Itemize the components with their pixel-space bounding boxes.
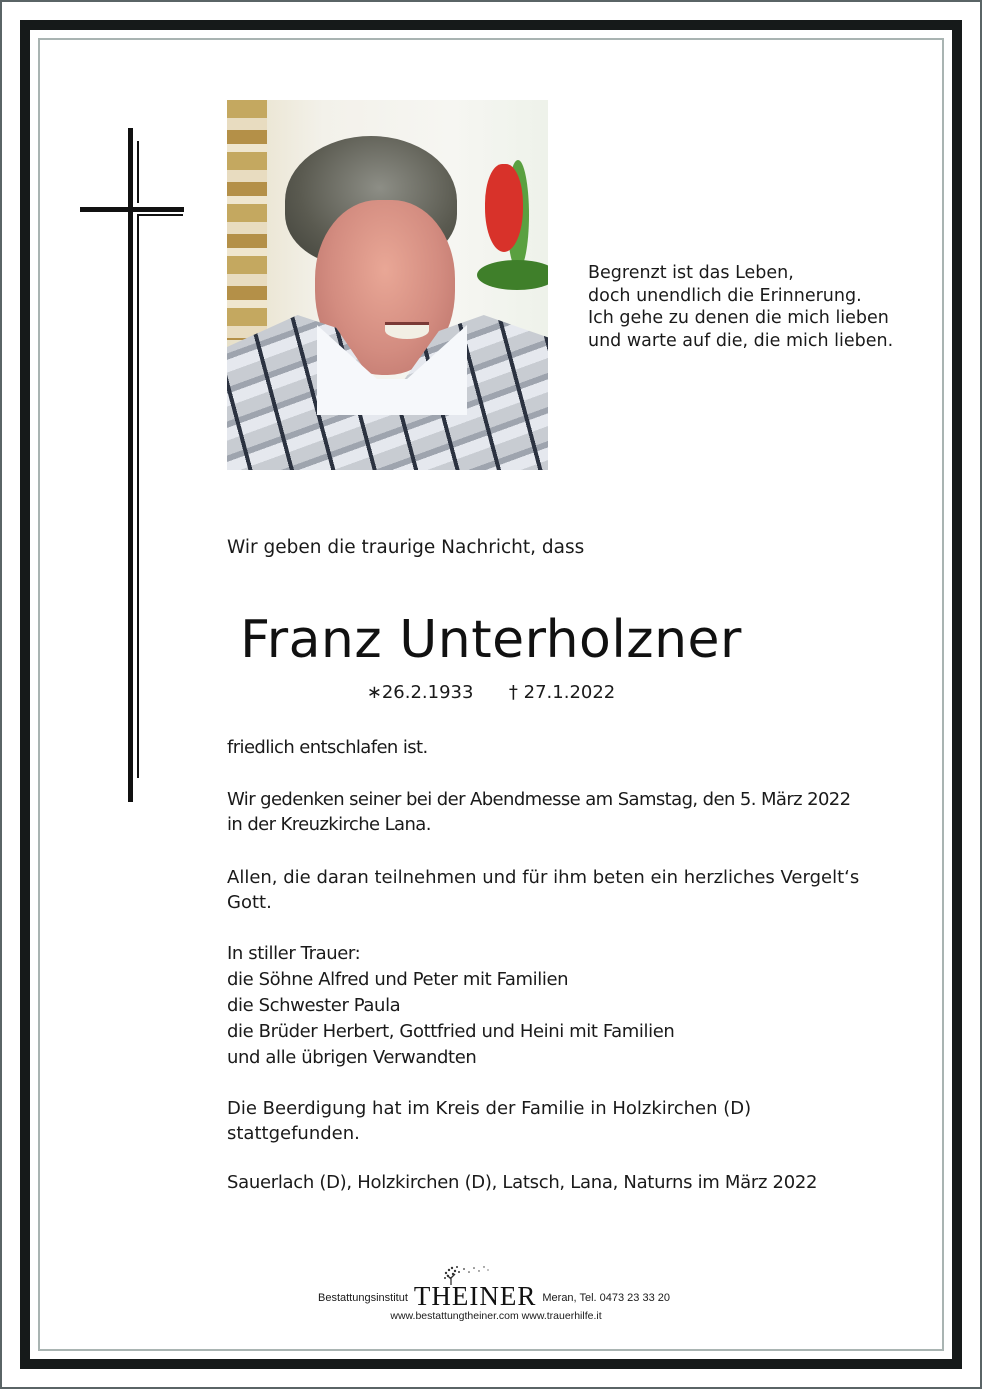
footer-contact: Meran, Tel. 0473 23 33 20 [542, 1292, 670, 1304]
text-line: Wir gedenken seiner bei der Abendmesse am Samstag, den 5. März 2022 [227, 789, 851, 810]
quote-line: doch unendlich die Erinnerung. [588, 285, 862, 306]
birth-date: 26.2.1933 [381, 682, 474, 703]
mourners-heading: In stiller Trauer: [227, 943, 361, 964]
mourner-entry: die Schwester Paula [227, 995, 401, 1016]
tree-icon [436, 1263, 492, 1285]
death-date: 27.1.2022 [523, 682, 616, 703]
deceased-name: Franz Unterholzner [240, 610, 742, 670]
text-line: Sauerlach (D), Holzkirchen (D), Latsch, Lana, Naturns im März 2022 [227, 1172, 818, 1193]
mourner-entry: die Brüder Herbert, Gottfried und Heini mit Familien [227, 1021, 675, 1042]
cross-horizontal-beam [80, 207, 184, 212]
paragraph-memorial-mass [227, 788, 927, 837]
photo-plant-leaf [477, 260, 548, 290]
cross-accent-line [137, 141, 139, 203]
brand-name: THEINER [413, 1281, 537, 1311]
death-cross-icon: † [508, 682, 518, 703]
footer-prefix: Bestattungsinstitut [318, 1292, 408, 1304]
text-line: in der Kreuzkirche Lana. [227, 813, 431, 835]
life-dates [0, 682, 982, 703]
photo-flower [485, 164, 523, 252]
text-line: Allen, die daran teilnehmen und für ihm beten ein herzliches Vergelt‘s [227, 867, 860, 888]
photo-smile [385, 322, 429, 339]
text-line: stattgefunden. [227, 1122, 360, 1144]
text-line: Die Beerdigung hat im Kreis der Familie in Holzkirchen (D) [227, 1098, 752, 1119]
text-line: Gott. [227, 891, 272, 913]
cross-accent-line [137, 214, 183, 216]
birth-symbol-icon: ∗ [366, 682, 382, 703]
mourner-entry: und alle übrigen Verwandten [227, 1047, 477, 1068]
funeral-home-logo [414, 1283, 536, 1310]
places-and-date [227, 1171, 927, 1196]
photo-wall-hanging [227, 100, 267, 340]
paragraph-passed-away [227, 736, 927, 761]
footer-main-line [6, 1270, 982, 1310]
text-line: friedlich entschlafen ist. [227, 737, 428, 758]
quote-line: Begrenzt ist das Leben, [588, 263, 794, 283]
quote-line: Ich gehe zu denen die mich lieben [588, 308, 889, 328]
paragraph-burial [227, 1097, 927, 1146]
funeral-home-footer [0, 1270, 982, 1322]
quote-line: und warte auf die, die mich lieben. [588, 330, 894, 351]
mourner-entry: die Söhne Alfred und Peter mit Familien [227, 969, 569, 990]
mourners-list [227, 941, 927, 1071]
memorial-quote [588, 262, 938, 352]
portrait-photo [227, 100, 548, 470]
announcement-intro: Wir geben die traurige Nachricht, dass [227, 537, 585, 558]
footer-websites: www.bestattungtheiner.com www.trauerhilfe.it [390, 1310, 602, 1322]
paragraph-thanks [227, 866, 927, 915]
